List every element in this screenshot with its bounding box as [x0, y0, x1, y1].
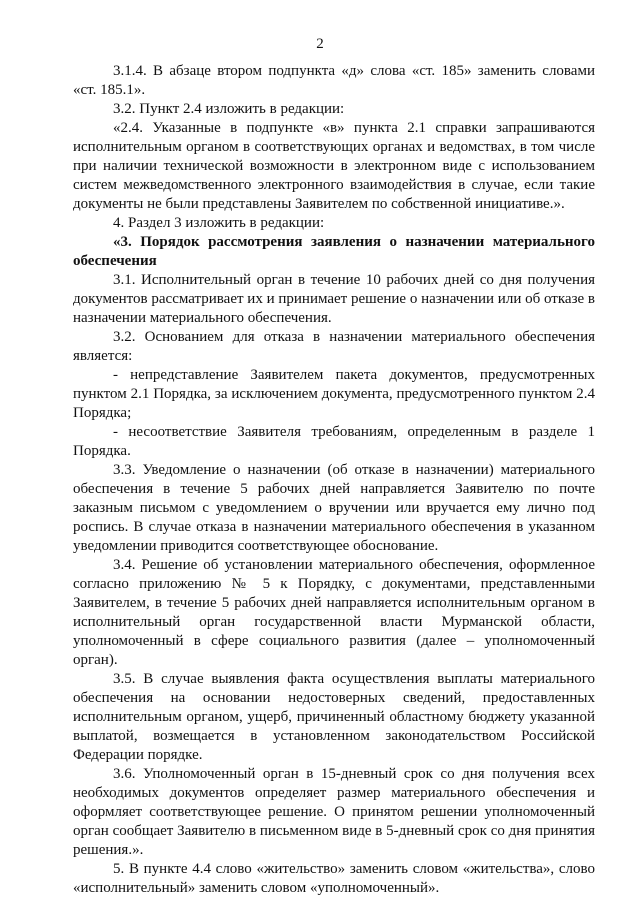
section-3-heading: «3. Порядок рассмотрения заявления о назначении материального обеспечения [73, 234, 595, 269]
paragraph-4: 4. Раздел 3 изложить в редакции: [113, 215, 325, 231]
list-item-refusal-2: - несоответствие Заявителя требованиям, определенным в разделе 1 Порядка. [73, 424, 595, 459]
paragraph-3-5: 3.5. В случае выявления факта осуществления выплаты материального обеспечения на основании недостоверных сведений, предоставленных исполнительным органом, ущерб, причиненный областному бюджету указанной выплатой, возмещается в установленном законодательством Российской Федерации порядке. [73, 671, 595, 763]
paragraph-3-6: 3.6. Уполномоченный орган в 15-дневный срок со дня получения всех необходимых документов определяет размер материального обеспечения и оформляет соответствующее решение. О принятом решении уполномоченный орган сообщает Заявителю в письменном виде в 5-дневный срок со дня принятия решения.». [73, 766, 595, 858]
paragraph-3-2: 3.2. Пункт 2.4 изложить в редакции: [113, 101, 345, 117]
paragraph-3-1: 3.1. Исполнительный орган в течение 10 рабочих дней со дня получения документов рассматривает их и принимает решение о назначении или об отказе в назначении материального обеспечения. [73, 272, 595, 326]
list-item-refusal-1: - непредставление Заявителем пакета документов, предусмотренных пунктом 2.1 Порядка, за исключением документа, предусмотренного пунктом 2.4 Порядка; [73, 367, 595, 421]
page-number: 2 [316, 36, 324, 52]
paragraph-3-2-refusal: 3.2. Основанием для отказа в назначении материального обеспечения является: [73, 329, 595, 364]
paragraph-3-1-4: 3.1.4. В абзаце втором подпункта «д» слова «ст. 185» заменить словами «ст. 185.1». [73, 63, 595, 98]
paragraph-2-4-text: «2.4. Указанные в подпункте «в» пункта 2.1 справки запрашиваются исполнительным органом в соответствующих органах и ведомствах, в том числе при наличии технической возможности в электронном виде с использованием систем межведомственного электронного взаимодействия в случае, если такие документы не были представлены Заявителем по собственной инициативе.». [73, 120, 595, 212]
paragraph-3-3: 3.3. Уведомление о назначении (об отказе в назначении) материального обеспечения в течение 5 рабочих дней направляется Заявителю по почте заказным письмом с уведомлением о вручении или вручается ему лично под роспись. В случае отказа в назначении материального обеспечения в указанном уведомлении приводится соответствующее обоснование. [73, 462, 595, 554]
document-body [73, 62, 595, 898]
paragraph-5: 5. В пункте 4.4 слово «жительство» заменить словом «жительства», слово «исполнительный» заменить словом «уполномоченный». [73, 861, 595, 896]
paragraph-3-4: 3.4. Решение об установлении материального обеспечения, оформленное согласно приложению № 5 к Порядку, с документами, представленными Заявителем, в течение 5 рабочих дней направляется исполнительным органом в исполнительный орган государственной власти Мурманской области, уполномоченный в сфере социального развития (далее – уполномоченный орган). [73, 557, 595, 668]
